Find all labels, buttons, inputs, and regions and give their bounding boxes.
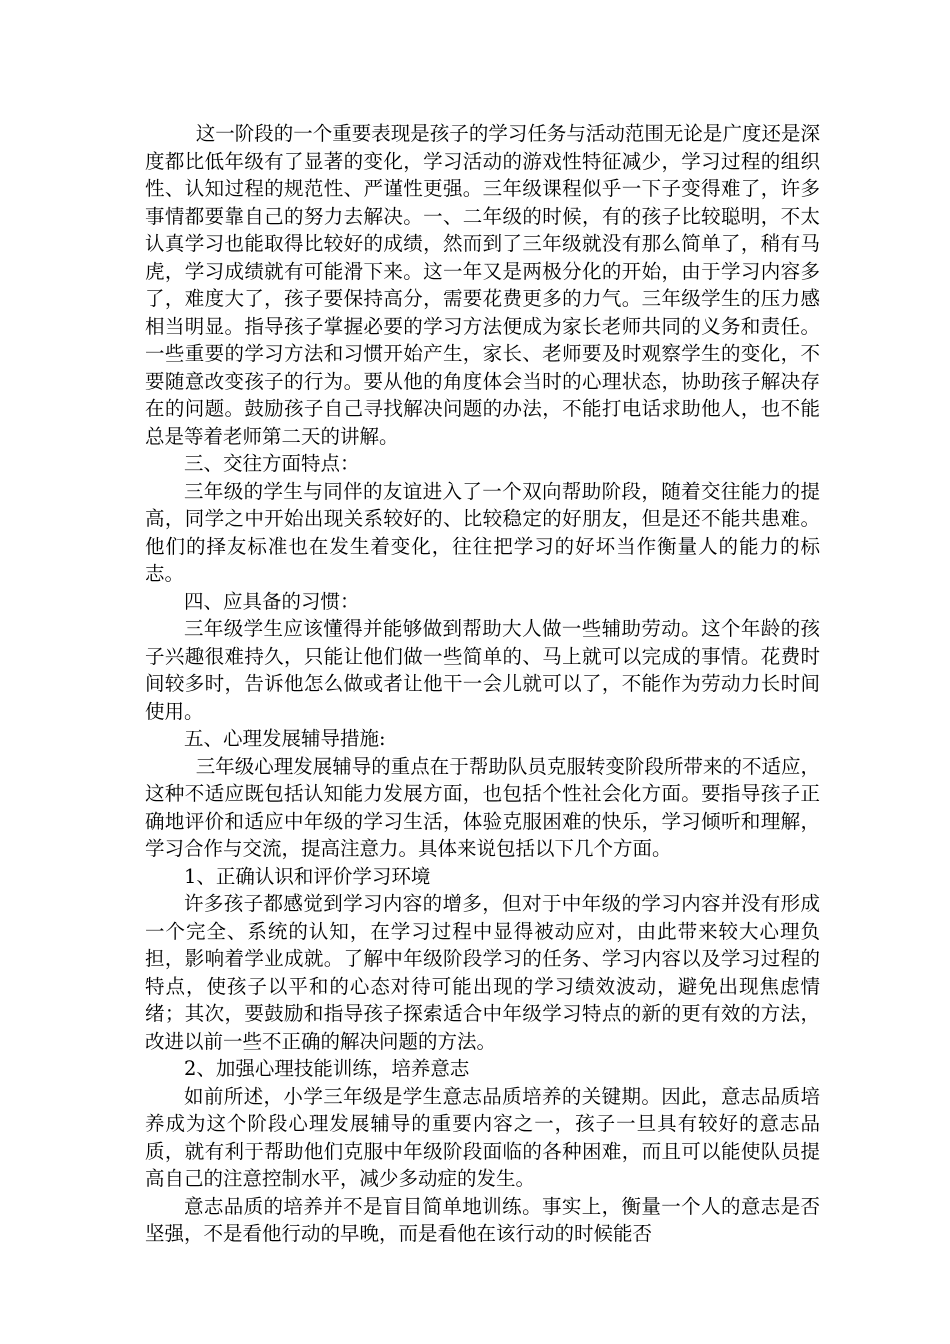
- heading-social-traits: 三、交往方面特点：: [184, 452, 360, 475]
- paragraph-will-quality: 如前所述，小学三年级是学生意志品质培养的关键期。因此，意志品质培养成为这个阶段心理发展辅导的重要内容之一，孩子一旦具有较好的意志品质，就有利于帮助他们克服中年级阶段面临的各种困难，而且可以能使队员提高自己的注意控制水平，减少多动症的发生。: [145, 1084, 820, 1190]
- paragraph-counseling-focus: 三年级心理发展辅导的重点在于帮助队员克服转变阶段所带来的不适应，这种不适应既包括认知能力发展方面，也包括个性社会化方面。要指导孩子正确地评价和适应中年级的学习生活，体验克服困难的快乐，学习倾听和理解，学习合作与交流，提高注意力。具体来说包括以下几个方面。: [145, 754, 820, 860]
- document-body: [145, 120, 820, 1248]
- heading-skill-training: 2、加强心理技能训练，培养意志: [184, 1057, 470, 1080]
- paragraph-learning-changes: 这一阶段的一个重要表现是孩子的学习任务与活动范围无论是广度还是深度都比低年级有了显著的变化，学习活动的游戏性特征减少，学习过程的组织性、认知过程的规范性、严谨性更强。三年级课程似乎一下子变得难了，许多事情都要靠自己的努力去解决。一、二年级的时候，有的孩子比较聪明，不太认真学习也能取得比较好的成绩，然而到了三年级就没有那么简单了，稍有马虎，学习成绩就有可能滑下来。这一年又是两极分化的开始，由于学习内容多了，难度大了，孩子要保持高分，需要花费更多的力气。三年级学生的压力感相当明显。指导孩子掌握必要的学习方法便成为家长老师共同的义务和责任。一些重要的学习方法和习惯开始产生，家长、老师要及时观察学生的变化，不要随意改变孩子的行为。要从他的角度体会当时的心理状态，协助孩子解决存在的问题。鼓励孩子自己寻找解决问题的办法，不能打电话求助他人，也不能总是等着老师第二天的讲解。: [145, 122, 820, 448]
- heading-counseling-measures: 五、心理发展辅导措施:: [184, 727, 386, 750]
- paragraph-chores: 三年级学生应该懂得并能够做到帮助大人做一些辅助劳动。这个年龄的孩子兴趣很难持久，只能让他们做一些简单的、马上就可以完成的事情。花费时间较多时，告诉他怎么做或者让他干一会儿就可以了，不能作为劳动力长时间使用。: [145, 617, 820, 723]
- heading-learning-environment: 1、正确认识和评价学习环境: [184, 864, 431, 888]
- paragraph-will-training: 意志品质的培养并不是盲目简单地训练。事实上，衡量一个人的意志是否坚强，不是看他行动的早晚，而是看他在该行动的时候能否: [145, 1194, 820, 1245]
- paragraph-learning-content: 许多孩子都感觉到学习内容的增多，但对于中年级的学习内容并没有形成一个完全、系统的认知，在学习过程中显得被动应对，由此带来较大心理负担，影响着学业成就。了解中年级阶段学习的任务、学习内容以及学习过程的特点，使孩子以平和的心态对待可能出现的学习绩效波动，避免出现焦虑情绪；其次，要鼓励和指导孩子探索适合中年级学习特点的新的更有效的方法，改进以前一些不正确的解决问题的方法。: [145, 892, 820, 1053]
- paragraph-friendship: 三年级的学生与同伴的友谊进入了一个双向帮助阶段，随着交往能力的提高，同学之中开始出现关系较好的、比较稳定的好朋友，但是还不能共患难。他们的择友标准也在发生着变化，往往把学习的好坏当作衡量人的能力的标志。: [145, 479, 820, 585]
- heading-habits: 四、应具备的习惯：: [184, 589, 360, 613]
